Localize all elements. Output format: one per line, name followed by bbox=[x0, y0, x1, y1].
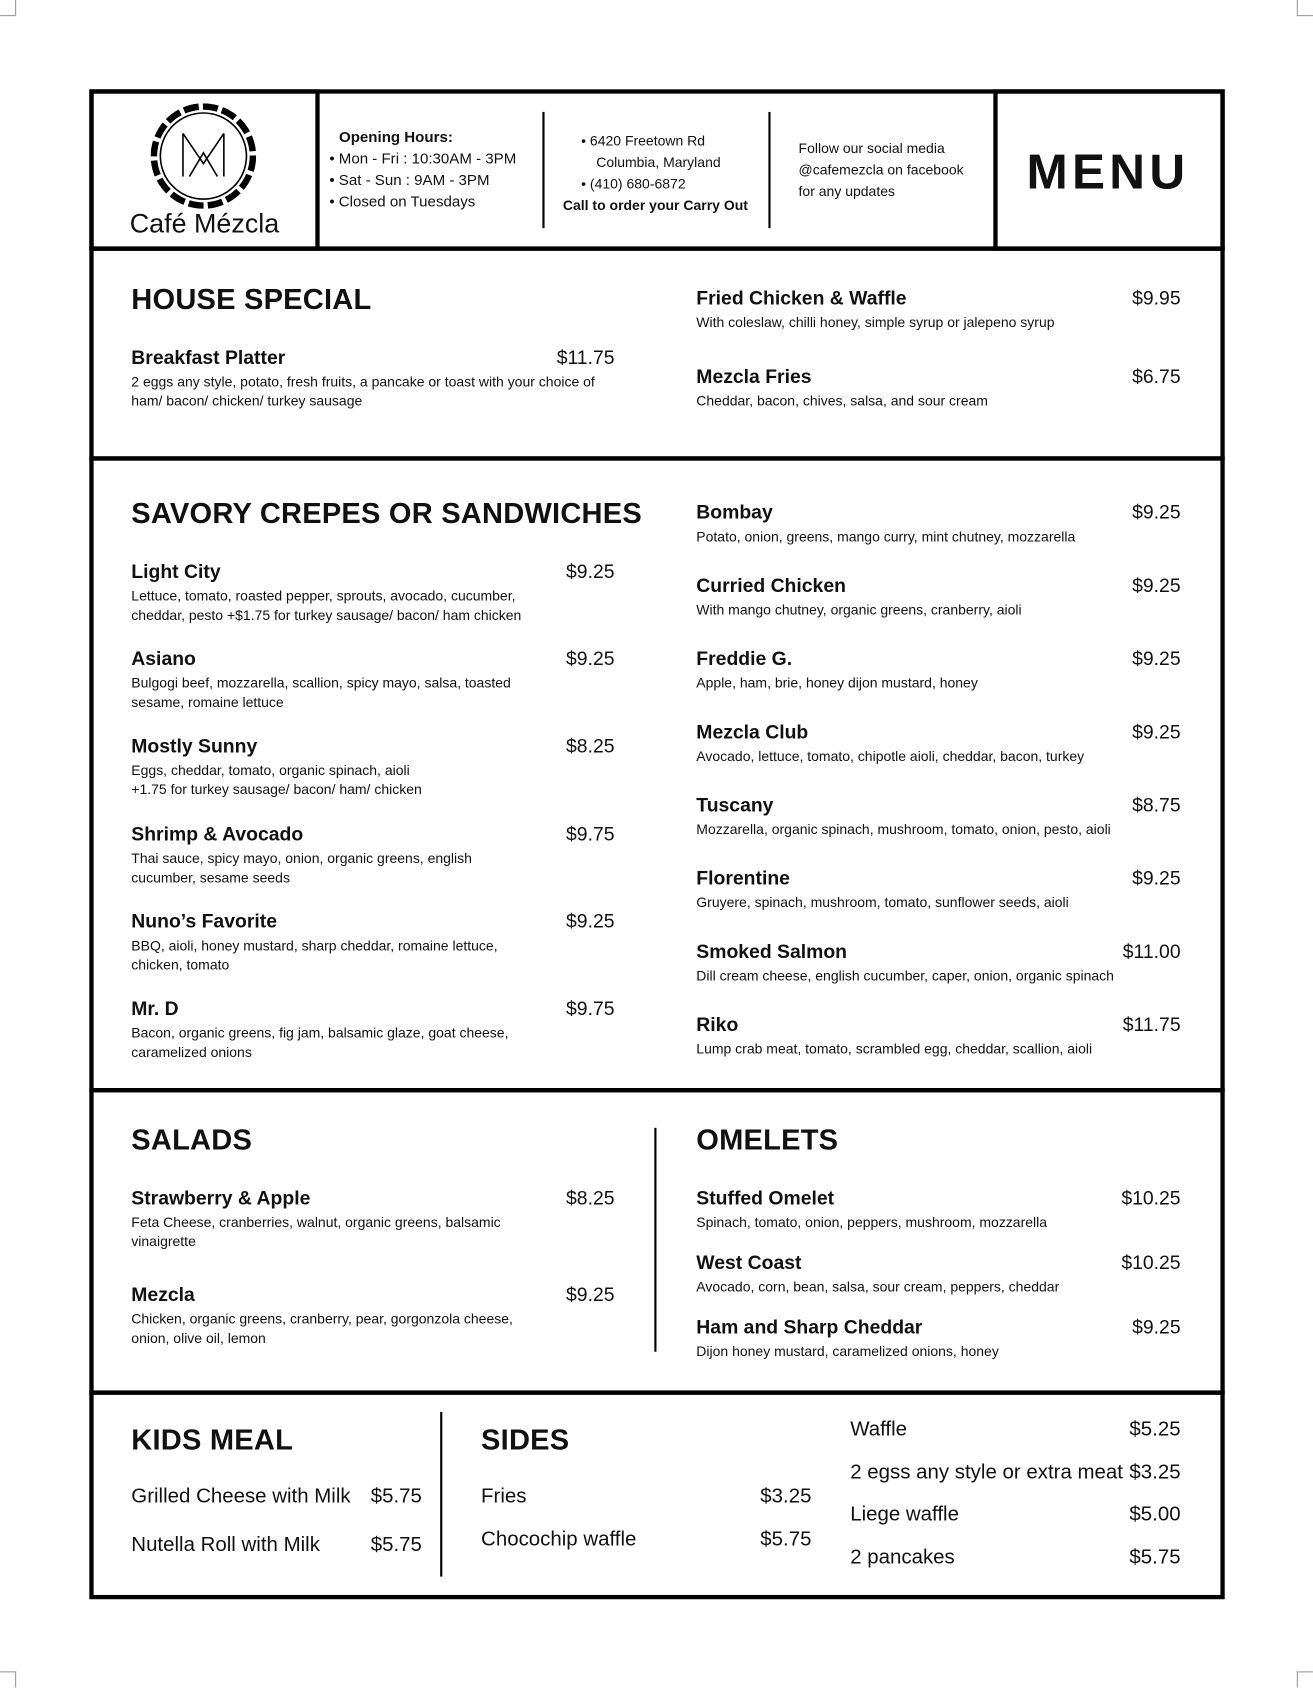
item-name: Mr. D bbox=[131, 997, 179, 1020]
menu-item bbox=[696, 865, 1180, 938]
call-note: Call to order your Carry Out bbox=[562, 196, 748, 214]
menu-item bbox=[696, 1314, 1180, 1379]
item-description: Bacon, organic greens, fig jam, balsamic glaze, goat cheese, caramelized onions bbox=[131, 1024, 509, 1060]
menu-item bbox=[131, 1533, 422, 1581]
menu-title: MENU bbox=[1026, 143, 1190, 200]
item-price: $9.25 bbox=[566, 910, 615, 932]
item-price: $9.25 bbox=[1132, 867, 1181, 889]
menu-item bbox=[696, 1249, 1180, 1314]
item-price: $8.25 bbox=[566, 1187, 615, 1209]
item-name: Fried Chicken & Waffle bbox=[696, 287, 907, 309]
menu-item bbox=[696, 646, 1180, 719]
item-price: $5.25 bbox=[1129, 1418, 1181, 1442]
item-description: Gruyere, spinach, mushroom, tomato, sunflower seeds, aioli bbox=[696, 894, 1069, 911]
house-special-left bbox=[131, 344, 614, 430]
menu-item bbox=[850, 1460, 1180, 1503]
logo-name: Café Mézcla bbox=[129, 208, 280, 239]
crop-mark bbox=[1297, 0, 1313, 16]
item-description: With mango chutney, organic greens, cranberry, aioli bbox=[696, 601, 1022, 618]
item-description: Lump crab meat, tomato, scrambled egg, cheddar, scallion, aioli bbox=[696, 1040, 1093, 1057]
divider bbox=[654, 1128, 656, 1352]
crop-mark bbox=[0, 1671, 16, 1687]
item-name: Freddie G. bbox=[696, 647, 793, 670]
crop-mark bbox=[0, 0, 16, 16]
item-description: Chicken, organic greens, cranberry, pear, gorgonzola cheese, onion, olive oil, lemon bbox=[131, 1310, 513, 1347]
savory-left bbox=[131, 559, 614, 1083]
item-price: $11.75 bbox=[1122, 1013, 1181, 1036]
item-price: $5.75 bbox=[760, 1528, 812, 1551]
item-price: $5.75 bbox=[370, 1533, 422, 1557]
item-name: Riko bbox=[696, 1013, 739, 1036]
item-price: $9.25 bbox=[1132, 574, 1181, 597]
salads-heading: SALADS bbox=[131, 1123, 253, 1156]
item-price: $9.75 bbox=[566, 997, 615, 1020]
item-description: Dill cream cheese, english cucumber, caper, onion, organic spinach bbox=[696, 967, 1114, 984]
item-description: Avocado, corn, bean, salsa, sour cream, peppers, cheddar bbox=[696, 1278, 1060, 1295]
item-name: Shrimp & Avocado bbox=[131, 822, 304, 845]
item-name: Grilled Cheese with Milk bbox=[131, 1485, 351, 1508]
item-name: Smoked Salmon bbox=[696, 940, 848, 963]
menu-item bbox=[481, 1484, 811, 1527]
item-name: Mostly Sunny bbox=[131, 735, 258, 757]
item-price: $9.95 bbox=[1132, 287, 1181, 309]
omelets-list bbox=[696, 1185, 1180, 1379]
item-price: $3.25 bbox=[1129, 1461, 1181, 1484]
item-description: 2 eggs any style, potato, fresh fruits, a pancake or toast with your choice of ham/ bacon/ chicken/ turkey sausage bbox=[131, 373, 595, 409]
item-name: Florentine bbox=[696, 867, 790, 889]
menu-item bbox=[131, 559, 614, 646]
item-price: $11.00 bbox=[1122, 940, 1181, 963]
menu-item bbox=[850, 1417, 1180, 1460]
social-line: Follow our social media bbox=[798, 139, 945, 157]
item-name: Bombay bbox=[696, 501, 773, 524]
menu-item bbox=[696, 792, 1180, 865]
item-price: $3.25 bbox=[760, 1485, 812, 1508]
item-description: Cheddar, bacon, chives, salsa, and sour cream bbox=[696, 392, 988, 409]
item-price: $9.25 bbox=[1132, 501, 1181, 524]
house-special-right bbox=[696, 285, 1180, 442]
item-description: Apple, ham, brie, honey dijon mustard, honey bbox=[696, 674, 978, 691]
item-description: Dijon honey mustard, caramelized onions, honey bbox=[696, 1343, 999, 1360]
divider bbox=[542, 112, 544, 228]
menu-item bbox=[696, 573, 1180, 646]
item-name: Mezcla Fries bbox=[696, 365, 812, 388]
item-price: $5.75 bbox=[1129, 1546, 1181, 1570]
item-description: Potato, onion, greens, mango curry, mint chutney, mozzarella bbox=[696, 528, 1076, 545]
item-price: $9.25 bbox=[1132, 721, 1181, 743]
menu-item bbox=[481, 1527, 811, 1570]
item-name: Tuscany bbox=[696, 794, 774, 816]
item-name: Liege waffle bbox=[850, 1503, 959, 1527]
sides-list bbox=[481, 1484, 811, 1570]
address-line: Columbia, Maryland bbox=[596, 153, 721, 171]
hours-line: • Sat - Sun : 9AM - 3PM bbox=[329, 171, 490, 189]
crop-mark bbox=[1297, 1671, 1313, 1687]
menu-item bbox=[696, 285, 1180, 364]
item-name: Curried Chicken bbox=[696, 574, 846, 597]
item-price: $5.75 bbox=[370, 1485, 422, 1508]
house-special-heading: HOUSE SPECIAL bbox=[131, 283, 372, 316]
sides-extra-list bbox=[850, 1417, 1180, 1588]
menu-item bbox=[131, 646, 614, 733]
item-name: Light City bbox=[131, 560, 221, 583]
item-name: Asiano bbox=[131, 648, 196, 670]
phone: • (410) 680-6872 bbox=[581, 175, 686, 192]
item-description: Mozzarella, organic spinach, mushroom, tomato, onion, pesto, aioli bbox=[696, 821, 1111, 838]
menu-item bbox=[696, 499, 1180, 572]
kids-heading: KIDS MEAL bbox=[131, 1423, 294, 1457]
savory-right bbox=[696, 499, 1180, 1084]
divider bbox=[768, 112, 770, 228]
omelets-heading: OMELETS bbox=[696, 1123, 839, 1156]
menu-item bbox=[131, 908, 614, 995]
item-price: $9.25 bbox=[566, 648, 615, 670]
savory-heading: SAVORY CREPES OR SANDWICHES bbox=[131, 497, 642, 530]
item-description: Bulgogi beef, mozzarella, scallion, spicy mayo, salsa, toasted sesame, romaine lettuce bbox=[131, 674, 511, 711]
item-price: $9.25 bbox=[1132, 1316, 1181, 1338]
social-line: for any updates bbox=[798, 182, 895, 200]
menu-item bbox=[696, 938, 1180, 1011]
menu-item bbox=[131, 1185, 614, 1282]
divider bbox=[440, 1412, 442, 1577]
item-price: $8.25 bbox=[566, 735, 615, 757]
item-name: Nuno’s Favorite bbox=[131, 910, 277, 932]
item-name: 2 egss any style or extra meat bbox=[850, 1461, 1123, 1484]
address-block bbox=[560, 130, 752, 216]
menu-item bbox=[696, 1185, 1180, 1250]
hours-line: • Mon - Fri : 10:30AM - 3PM bbox=[329, 149, 517, 167]
item-name: Waffle bbox=[850, 1418, 908, 1442]
social-block bbox=[799, 138, 964, 203]
item-name: Fries bbox=[481, 1485, 527, 1508]
item-description: Avocado, lettuce, tomato, chipotle aioli, cheddar, bacon, turkey bbox=[696, 747, 1085, 765]
item-description: Lettuce, tomato, roasted pepper, sprouts, avocado, cucumber, cheddar, pesto +$1.75 for turkey sausage/ bacon/ ham chicken bbox=[131, 587, 522, 624]
item-price: $11.75 bbox=[556, 346, 615, 369]
item-description: Thai sauce, spicy mayo, onion, organic greens, english cucumber, sesame seeds bbox=[131, 849, 472, 886]
menu-item bbox=[696, 719, 1180, 792]
item-name: West Coast bbox=[696, 1251, 802, 1274]
item-description: Spinach, tomato, onion, peppers, mushroom, mozzarella bbox=[696, 1213, 1048, 1231]
item-price: $10.25 bbox=[1121, 1251, 1181, 1274]
item-name: Chocochip waffle bbox=[481, 1528, 637, 1551]
item-price: $9.75 bbox=[566, 822, 615, 845]
opening-hours bbox=[329, 126, 516, 212]
item-price: $8.75 bbox=[1132, 794, 1181, 816]
menu-item bbox=[131, 344, 614, 430]
menu-item bbox=[131, 733, 614, 820]
menu-item bbox=[696, 1012, 1180, 1085]
hours-line: • Closed on Tuesdays bbox=[329, 192, 476, 210]
item-price: $5.00 bbox=[1129, 1503, 1181, 1527]
item-name: Stuffed Omelet bbox=[696, 1187, 835, 1209]
item-description: Eggs, cheddar, tomato, organic spinach, aioli +1.75 for turkey sausage/ bacon/ ham/ chicken bbox=[131, 762, 422, 798]
item-description: Feta Cheese, cranberries, walnut, organic greens, balsamic vinaigrette bbox=[131, 1213, 501, 1250]
item-price: $9.25 bbox=[566, 560, 615, 583]
item-price: $9.25 bbox=[566, 1283, 615, 1306]
logo-icon bbox=[151, 103, 256, 208]
item-price: $6.75 bbox=[1132, 365, 1181, 388]
item-price: $9.25 bbox=[1132, 647, 1181, 670]
item-description: BBQ, aioli, honey mustard, sharp cheddar, romaine lettuce, chicken, tomato bbox=[131, 937, 498, 973]
item-name: Nutella Roll with Milk bbox=[131, 1533, 320, 1557]
menu-item bbox=[696, 364, 1180, 443]
item-name: 2 pancakes bbox=[850, 1546, 955, 1570]
menu-item bbox=[850, 1503, 1180, 1546]
menu-item bbox=[131, 1484, 422, 1532]
menu-item bbox=[131, 1282, 614, 1379]
social-line: @cafemezcla on facebook bbox=[798, 161, 964, 178]
address-line: • 6420 Freetown Rd bbox=[581, 132, 706, 149]
item-name: Strawberry & Apple bbox=[131, 1187, 311, 1209]
menu-item bbox=[850, 1545, 1180, 1588]
menu-item bbox=[131, 995, 614, 1082]
sides-heading: SIDES bbox=[481, 1423, 570, 1457]
item-name: Ham and Sharp Cheddar bbox=[696, 1316, 923, 1338]
hours-title: Opening Hours: bbox=[339, 128, 453, 146]
salads-list bbox=[131, 1185, 614, 1379]
menu-item bbox=[131, 821, 614, 908]
item-price: $10.25 bbox=[1121, 1187, 1181, 1209]
item-description: With coleslaw, chilli honey, simple syrup or jalepeno syrup bbox=[696, 314, 1055, 331]
item-name: Breakfast Platter bbox=[131, 346, 286, 369]
kids-list bbox=[131, 1484, 422, 1581]
item-name: Mezcla Club bbox=[696, 721, 809, 743]
item-name: Mezcla bbox=[131, 1283, 195, 1306]
